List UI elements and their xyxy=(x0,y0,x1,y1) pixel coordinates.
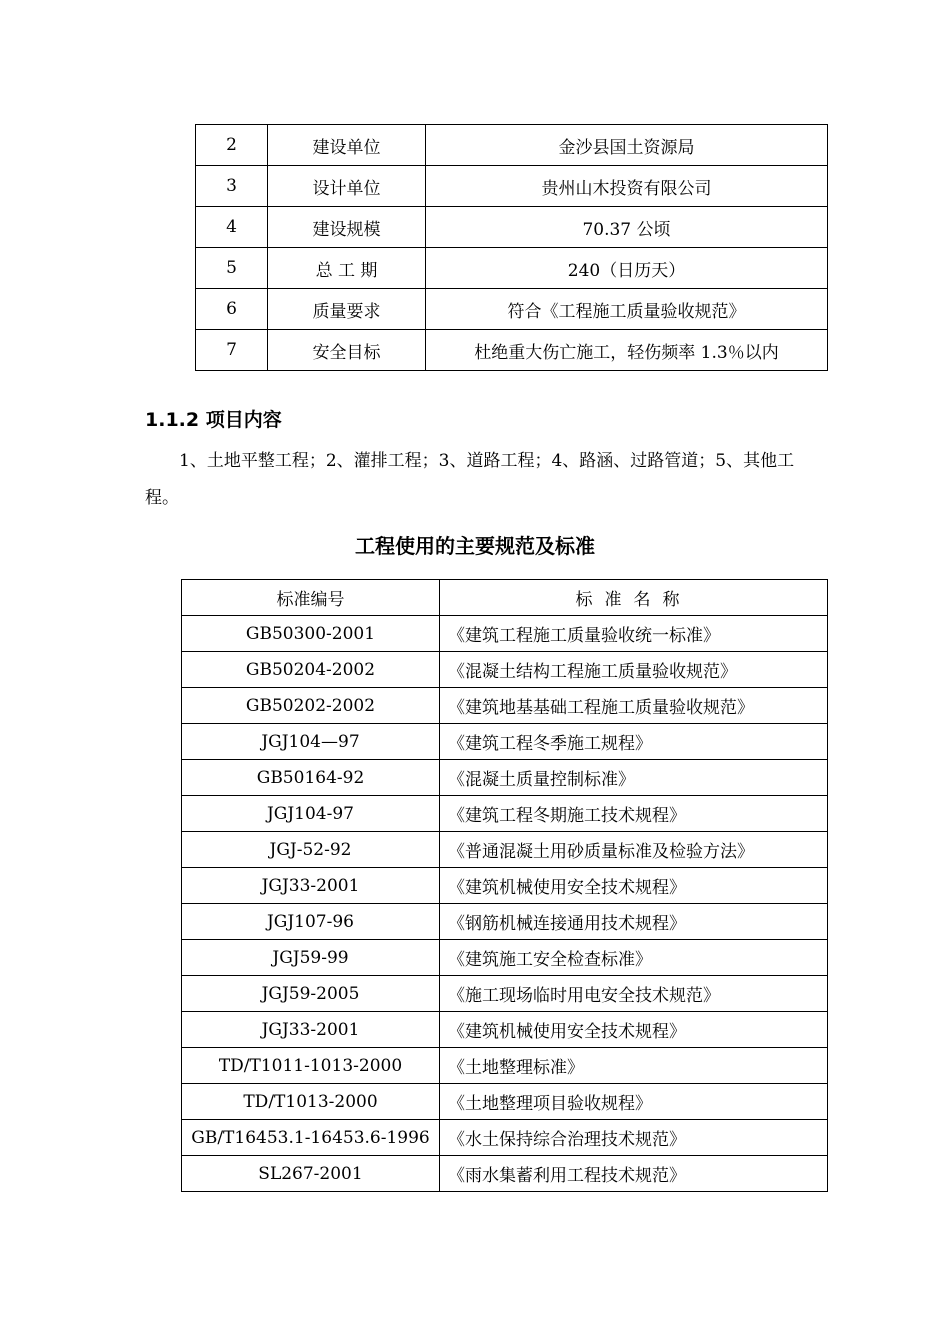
project-info-table xyxy=(195,124,828,371)
table-row xyxy=(182,1120,828,1156)
info-label: 总 工 期 xyxy=(268,248,426,289)
standards-table-title: 工程使用的主要规范及标准 xyxy=(355,534,595,558)
standard-code: JGJ104—97 xyxy=(182,724,440,760)
info-label: 质量要求 xyxy=(268,289,426,330)
info-no: 7 xyxy=(196,330,268,371)
table-row xyxy=(182,616,828,652)
info-value: 金沙县国土资源局 xyxy=(426,125,828,166)
standard-code: JGJ107-96 xyxy=(182,904,440,940)
info-row xyxy=(196,207,828,248)
table-row xyxy=(182,940,828,976)
info-no: 6 xyxy=(196,289,268,330)
info-row xyxy=(196,166,828,207)
standard-code: GB50164-92 xyxy=(182,760,440,796)
info-value: 符合《工程施工质量验收规范》 xyxy=(426,289,828,330)
standard-code: JGJ-52-92 xyxy=(182,832,440,868)
standard-name: 《土地整理标准》 xyxy=(440,1048,828,1084)
standard-name: 《混凝土结构工程施工质量验收规范》 xyxy=(440,652,828,688)
info-no: 5 xyxy=(196,248,268,289)
standard-name: 《建筑工程冬季施工规程》 xyxy=(440,724,828,760)
standard-name: 《施工现场临时用电安全技术规范》 xyxy=(440,976,828,1012)
standard-name: 《钢筋机械连接通用技术规程》 xyxy=(440,904,828,940)
table-row xyxy=(182,976,828,1012)
standard-name: 《建筑工程冬期施工技术规程》 xyxy=(440,796,828,832)
standard-name: 《雨水集蓄利用工程技术规范》 xyxy=(440,1156,828,1192)
info-value: 杜绝重大伤亡施工，轻伤频率 1.3％以内 xyxy=(426,330,828,371)
standard-code: JGJ33-2001 xyxy=(182,868,440,904)
table-row xyxy=(182,688,828,724)
standard-name: 《水土保持综合治理技术规范》 xyxy=(440,1120,828,1156)
table-row xyxy=(182,832,828,868)
project-info-table-body xyxy=(196,125,828,371)
standard-code: TD/T1013-2000 xyxy=(182,1084,440,1120)
table-row xyxy=(182,1048,828,1084)
info-row xyxy=(196,289,828,330)
standard-code: GB50300-2001 xyxy=(182,616,440,652)
standard-name: 《建筑施工安全检查标准》 xyxy=(440,940,828,976)
standards-table xyxy=(181,579,828,1192)
info-label: 设计单位 xyxy=(268,166,426,207)
info-no: 3 xyxy=(196,166,268,207)
table-row xyxy=(182,724,828,760)
standard-name: 《土地整理项目验收规程》 xyxy=(440,1084,828,1120)
header-name: 标准名称 xyxy=(440,580,828,616)
table-row xyxy=(182,652,828,688)
table-row xyxy=(182,796,828,832)
info-row xyxy=(196,125,828,166)
standard-code: SL267-2001 xyxy=(182,1156,440,1192)
header-code: 标准编号 xyxy=(182,580,440,616)
table-row xyxy=(182,1156,828,1192)
standard-code: GB50204-2002 xyxy=(182,652,440,688)
standard-name: 《普通混凝土用砂质量标准及检验方法》 xyxy=(440,832,828,868)
standard-code: GB/T16453.1-16453.6-1996 xyxy=(182,1120,440,1156)
info-value: 贵州山木投资有限公司 xyxy=(426,166,828,207)
table-row xyxy=(182,868,828,904)
standard-name: 《建筑机械使用安全技术规程》 xyxy=(440,868,828,904)
standard-code: JGJ33-2001 xyxy=(182,1012,440,1048)
standard-name: 《建筑地基基础工程施工质量验收规范》 xyxy=(440,688,828,724)
standard-code: JGJ59-2005 xyxy=(182,976,440,1012)
standard-name: 《混凝土质量控制标准》 xyxy=(440,760,828,796)
standard-code: JGJ104-97 xyxy=(182,796,440,832)
standards-table-body xyxy=(182,580,828,1192)
info-row xyxy=(196,248,828,289)
table-row xyxy=(182,760,828,796)
standards-table-header xyxy=(182,580,828,616)
info-label: 建设规模 xyxy=(268,207,426,248)
info-value: 70.37 公顷 xyxy=(426,207,828,248)
info-no: 4 xyxy=(196,207,268,248)
project-content-paragraph: 1、土地平整工程；2、灌排工程；3、道路工程；4、路涵、过路管道；5、其他工程。 xyxy=(145,451,795,508)
standard-code: JGJ59-99 xyxy=(182,940,440,976)
standard-code: TD/T1011-1013-2000 xyxy=(182,1048,440,1084)
standard-name: 《建筑机械使用安全技术规程》 xyxy=(440,1012,828,1048)
info-value: 240（日历天） xyxy=(426,248,828,289)
info-label: 建设单位 xyxy=(268,125,426,166)
table-row xyxy=(182,1012,828,1048)
standard-code: GB50202-2002 xyxy=(182,688,440,724)
info-no: 2 xyxy=(196,125,268,166)
section-heading: 1.1.2 项目内容 xyxy=(145,409,282,431)
table-row xyxy=(182,1084,828,1120)
table-row xyxy=(182,904,828,940)
info-label: 安全目标 xyxy=(268,330,426,371)
info-row xyxy=(196,330,828,371)
standard-name: 《建筑工程施工质量验收统一标准》 xyxy=(440,616,828,652)
